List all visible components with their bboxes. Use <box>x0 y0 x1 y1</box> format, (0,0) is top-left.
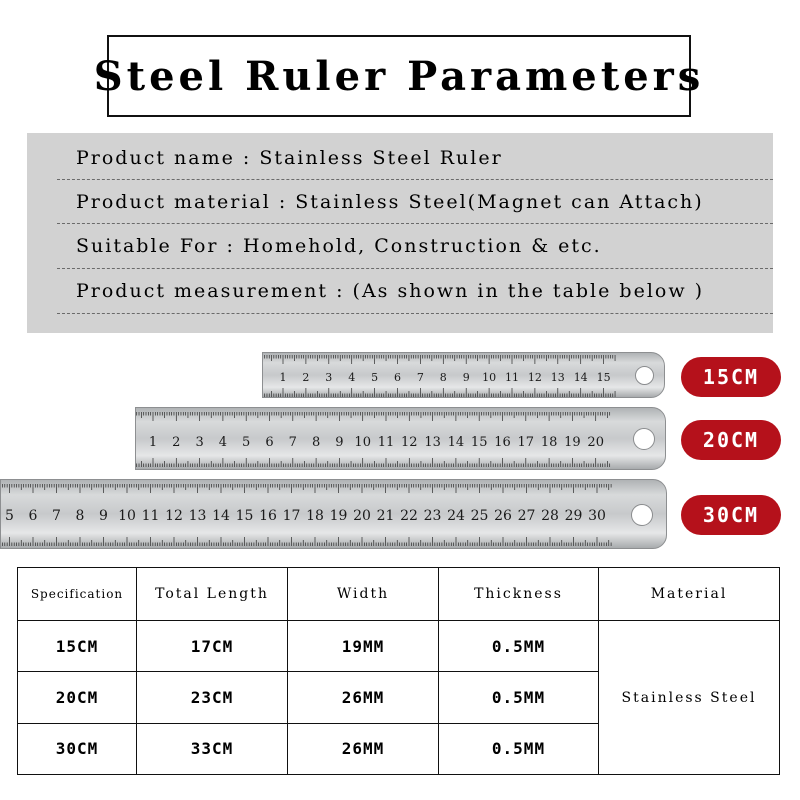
ruler-number: 11 <box>505 371 519 384</box>
ruler-number: 4 <box>218 435 228 450</box>
ruler-15cm-image <box>262 352 665 398</box>
info-divider <box>57 313 773 314</box>
header-material: Material <box>599 568 780 621</box>
cell-width: 26MM <box>288 672 439 723</box>
info-divider <box>57 179 773 180</box>
ruler-30cm-image <box>0 479 667 549</box>
ruler-number: 26 <box>494 508 512 524</box>
header-specification: Specification <box>18 568 137 621</box>
badge-30cm: 30CM <box>681 495 781 535</box>
ruler-20cm-image <box>135 407 666 470</box>
ruler-number: 11 <box>377 435 395 450</box>
info-divider <box>57 223 773 224</box>
badge-20cm: 20CM <box>681 420 781 460</box>
cell-material: Stainless Steel <box>599 621 780 775</box>
ruler-number: 23 <box>423 508 442 524</box>
ruler-number: 24 <box>447 508 465 524</box>
header-width: Width <box>288 568 439 621</box>
ruler-number: 6 <box>265 435 274 450</box>
ruler-number: 14 <box>573 371 588 384</box>
cell-width: 26MM <box>288 723 439 774</box>
cell-total-length: 17CM <box>137 621 288 672</box>
ruler-number: 18 <box>540 435 558 450</box>
ruler-number: 13 <box>550 371 565 384</box>
cell-total-length: 23CM <box>137 672 288 723</box>
cell-specification: 15CM <box>18 621 137 672</box>
ruler-number: 11 <box>141 508 160 524</box>
table-header-row <box>18 568 780 621</box>
page-title: Steel Ruler Parameters <box>93 52 705 100</box>
ruler-number: 27 <box>517 508 536 524</box>
ruler-number: 19 <box>329 508 348 524</box>
ruler-number: 13 <box>188 508 207 524</box>
ruler-number: 17 <box>282 508 301 524</box>
ruler-15cm-scale <box>263 353 665 398</box>
info-suitable-for: Suitable For : Homehold, Construction & etc. <box>76 235 602 257</box>
cell-total-length: 33CM <box>137 723 288 774</box>
ruler-number: 3 <box>325 371 333 384</box>
ruler-number: 16 <box>494 435 511 450</box>
cell-thickness: 0.5MM <box>439 621 599 672</box>
ruler-number: 10 <box>118 508 136 524</box>
ruler-number: 6 <box>394 371 401 384</box>
ruler-number: 14 <box>447 435 465 450</box>
ruler-number: 9 <box>462 371 470 384</box>
ruler-number: 15 <box>470 435 488 450</box>
info-product-name: Product name : Stainless Steel Ruler <box>76 147 503 169</box>
ruler-number: 12 <box>527 371 542 384</box>
ruler-number: 19 <box>564 435 581 450</box>
ruler-number: 5 <box>5 508 14 524</box>
ruler-number: 28 <box>541 508 559 524</box>
hanging-hole-icon <box>631 504 653 526</box>
ruler-number: 2 <box>302 371 310 384</box>
ruler-number: 4 <box>348 371 356 384</box>
ruler-number: 30 <box>588 508 606 524</box>
ruler-number: 13 <box>424 435 441 450</box>
cell-thickness: 0.5MM <box>439 672 599 723</box>
info-product-measurement: Product measurement : (As shown in the table below ) <box>76 280 705 302</box>
ruler-number: 8 <box>75 508 85 524</box>
info-product-material: Product material : Stainless Steel(Magnet can Attach) <box>76 191 704 213</box>
header-thickness: Thickness <box>439 568 599 621</box>
ruler-number: 7 <box>52 508 61 524</box>
ruler-number: 22 <box>400 508 418 524</box>
ruler-number: 29 <box>564 508 583 524</box>
ruler-number: 12 <box>401 435 418 450</box>
ruler-number: 20 <box>353 508 371 524</box>
ruler-number: 15 <box>596 371 611 384</box>
title-box <box>93 35 705 117</box>
ruler-number: 5 <box>242 435 251 450</box>
cell-thickness: 0.5MM <box>439 723 599 774</box>
header-total-length: Total Length <box>137 568 288 621</box>
ruler-number: 6 <box>28 508 38 524</box>
ruler-number: 1 <box>148 435 158 450</box>
cell-width: 19MM <box>288 621 439 672</box>
ruler-number: 3 <box>195 435 204 450</box>
ruler-number: 21 <box>376 508 395 524</box>
cell-specification: 20CM <box>18 672 137 723</box>
ruler-number: 8 <box>311 435 321 450</box>
ruler-number: 5 <box>371 371 379 384</box>
ruler-number: 7 <box>416 371 424 384</box>
ruler-30cm-scale <box>1 480 667 549</box>
hanging-hole-icon <box>633 428 655 450</box>
ruler-number: 7 <box>288 435 297 450</box>
cell-specification: 30CM <box>18 723 137 774</box>
ruler-number: 14 <box>212 508 230 524</box>
badge-15cm: 15CM <box>681 357 781 397</box>
ruler-number: 12 <box>165 508 183 524</box>
table-row <box>18 621 780 672</box>
ruler-number: 25 <box>470 508 489 524</box>
ruler-number: 9 <box>335 435 344 450</box>
ruler-number: 15 <box>235 508 254 524</box>
spec-table <box>17 567 780 775</box>
info-divider <box>57 268 773 269</box>
ruler-number: 17 <box>517 435 535 450</box>
ruler-number: 16 <box>259 508 277 524</box>
ruler-number: 8 <box>439 371 447 384</box>
ruler-number: 20 <box>587 435 604 450</box>
hanging-hole-icon <box>635 366 654 385</box>
ruler-number: 10 <box>482 371 497 384</box>
ruler-number: 10 <box>354 435 371 450</box>
ruler-number: 2 <box>172 435 181 450</box>
info-panel <box>27 133 773 333</box>
ruler-20cm-scale <box>136 408 666 470</box>
ruler-number: 18 <box>306 508 324 524</box>
ruler-number: 9 <box>99 508 108 524</box>
ruler-number: 1 <box>279 371 287 384</box>
